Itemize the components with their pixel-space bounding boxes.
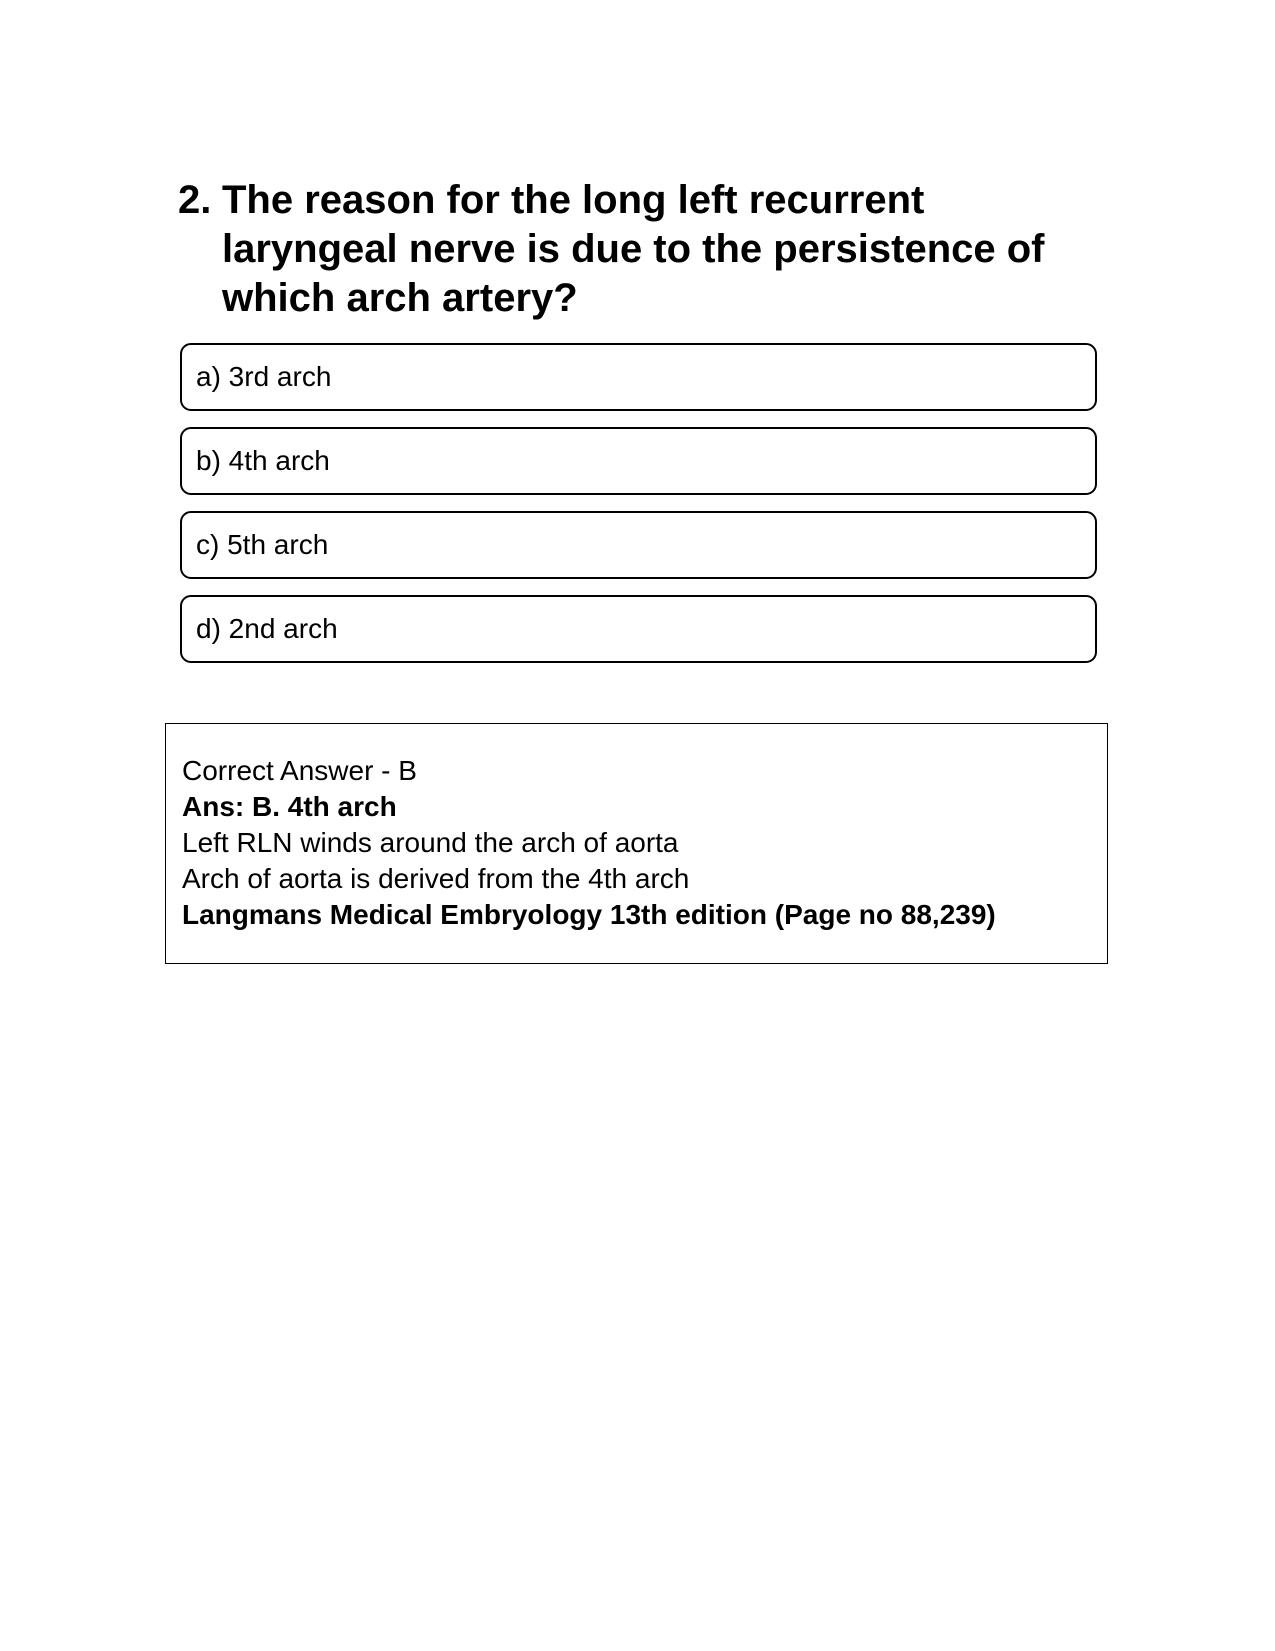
answer-line: Ans: B. 4th arch xyxy=(182,791,397,822)
explanation-line-1: Left RLN winds around the arch of aorta xyxy=(182,827,679,858)
options-list xyxy=(180,343,1097,679)
question-text: The reason for the long left recurrent laryngeal nerve is due to the persistence of which arch artery? xyxy=(222,178,1045,320)
reference: Langmans Medical Embryology 13th edition (Page no 88,239) xyxy=(182,899,996,930)
option-d[interactable]: d) 2nd arch xyxy=(180,595,1097,663)
question xyxy=(178,176,1098,323)
answer-box xyxy=(165,723,1108,964)
correct-answer: Correct Answer - B xyxy=(182,755,417,786)
explanation-line-2: Arch of aorta is derived from the 4th arch xyxy=(182,863,690,894)
option-c[interactable]: c) 5th arch xyxy=(180,511,1097,579)
option-a[interactable]: a) 3rd arch xyxy=(180,343,1097,411)
question-number: 2. xyxy=(178,178,212,222)
option-b[interactable]: b) 4th arch xyxy=(180,427,1097,495)
